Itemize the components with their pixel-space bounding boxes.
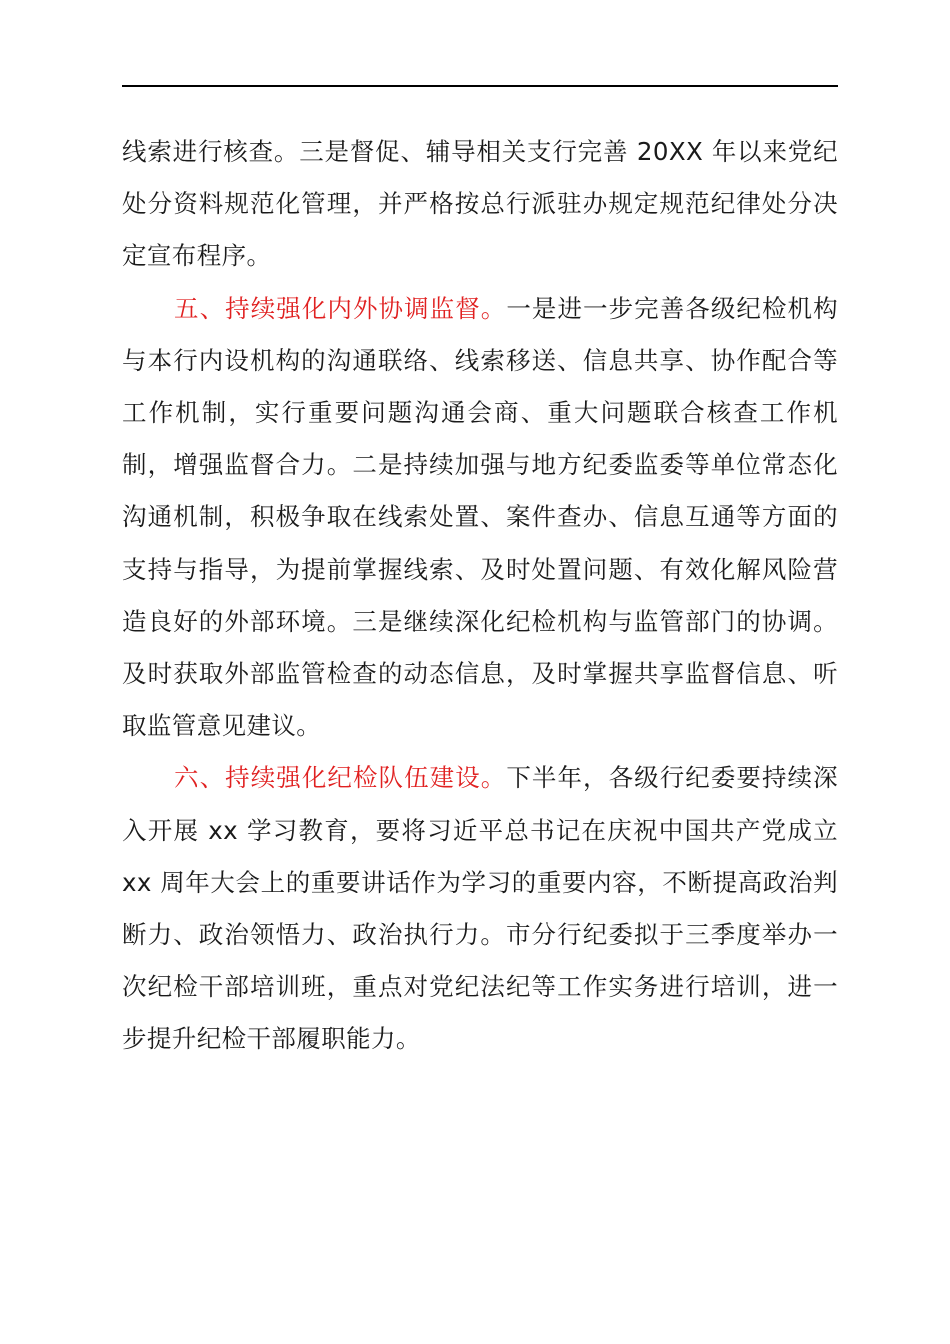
header-rule [122,85,838,87]
paragraph-text: 一是进一步完善各级纪检机构与本行内设机构的沟通联络、线索移送、信息共享、协作配合等工作机制，实行重要问题沟通会商、重大问题联合核查工作机制，增强监督合力。二是持续加强与地方纪委监委等单位常态化沟通机制，积极争取在线索处置、案件查办、信息互通等方面的支持与指导，为提前掌握线索、及时处置问题、有效化解风险营造良好的外部环境。三是继续深化纪检机构与监管部门的协调。及时获取外部监管检查的动态信息，及时掌握共享监督信息、听取监管意见建议。 [122,293,838,741]
section-heading: 六、持续强化纪检队伍建设。 [174,763,507,793]
paragraph-text: 线索进行核查。三是督促、辅导相关支行完善 20XX 年以来党纪处分资料规范化管理，并严格按总行派驻办规定规范纪律处分决定宣布程序。 [122,137,838,271]
document-body [122,126,838,1066]
paragraph-section-six [122,752,838,1065]
paragraph-section-five [122,283,838,753]
section-heading: 五、持续强化内外协调监督。 [174,293,507,323]
paragraph-text: 下半年，各级行纪委要持续深入开展 xx 学习教育，要将习近平总书记在庆祝中国共产党成立 xx 周年大会上的重要讲话作为学习的重要内容，不断提高政治判断力、政治领悟力、政治执行力。市分行纪委拟于三季度举办一次纪检干部培训班，重点对党纪法纪等工作实务进行培训，进一步提升纪检干部履职能力。 [122,763,838,1054]
paragraph-continuation [122,126,838,283]
